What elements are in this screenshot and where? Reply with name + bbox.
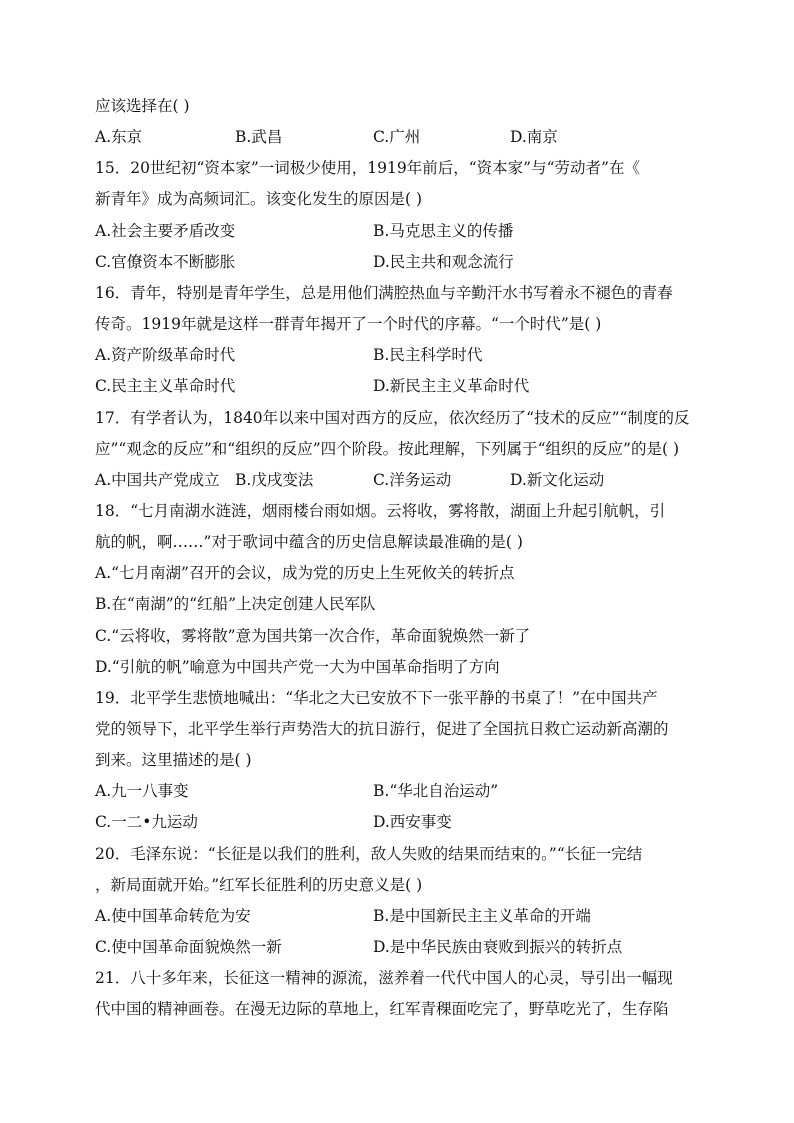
text-line: 到来。这里描述的是( ) [95,751,252,770]
text-line: B.在“南湖”的“红船”上决定创建人民军队 [95,595,376,614]
answer-option: C.使中国革命面貌焕然一新 [95,938,282,957]
option-row [95,776,705,807]
text-line: ，新局面就开始。”红军长征胜利的历史意义是( ) [95,875,423,894]
option-row [95,216,705,247]
answer-option: B.“华北自治运动” [373,782,499,801]
answer-option: C.广州 [373,128,421,147]
text-line: D.“引航的帆”喻意为中国共产党一大为中国革命指明了方向 [95,657,500,676]
option-row [95,932,705,963]
answer-option: C.洋务运动 [373,470,452,489]
text-line: 应”“观念的反应”和“组织的反应”四个阶段。按此理解，下列属于“组织的反应”的是( ) [95,439,679,458]
answer-option: B.戊戌变法 [235,470,314,489]
text-line: 20．毛泽东说：“长征是以我们的胜利，敌人失败的结果而结束的。”“长征一完结 [95,844,643,863]
text-line: 19．北平学生悲愤地喊出：“华北之大已安放不下一张平静的书桌了！”在中国共产 [95,688,658,707]
answer-option: D.新文化运动 [510,470,605,489]
answer-option: B.马克思主义的传播 [373,221,514,240]
text-line: 航的帆，啊……”对于歌词中蕴含的历史信息解读最准确的是( ) [95,533,523,552]
answer-option: C.民主主义革命时代 [95,377,236,396]
option-row [95,340,705,371]
answer-option: C.一二•九运动 [95,813,198,832]
answer-option: A.中国共产党成立 [95,470,220,489]
text-line: 传奇。1919年就是这样一群青年揭开了一个时代的序幕。“一个时代”是( ) [95,315,602,334]
answer-option: A.东京 [95,128,143,147]
option-row [95,247,705,278]
answer-option: B.武昌 [235,128,283,147]
answer-option: D.南京 [510,128,558,147]
answer-option: D.民主共和观念流行 [373,252,514,271]
text-line: 代中国的精神画卷。在漫无边际的草地上，红军青稞面吃完了，野草吃光了，生存陷 [95,1000,669,1019]
text-line: 15．20世纪初“资本家”一词极少使用，1919年前后，“资本家”与“劳动者”在《 [95,159,640,178]
answer-option: A.社会主要矛盾改变 [95,221,236,240]
option-row [95,901,705,932]
answer-option: B.是中国新民主主义革命的开端 [373,906,591,925]
option-row [95,122,705,153]
answer-option: A.九一八事变 [95,782,189,801]
text-line: 党的领导下，北平学生举行声势浩大的抗日游行，促进了全国抗日救亡运动新高潮的 [95,720,669,738]
answer-option: D.西安事变 [373,813,452,832]
answer-option: C.官僚资本不断膨胀 [95,252,236,271]
text-line: 新青年》成为高频词汇。该变化发生的原因是( ) [95,190,423,209]
answer-option: A.资产阶级革命时代 [95,346,236,365]
answer-option: D.新民主主义革命时代 [373,377,530,396]
text-line: 16．青年，特别是青年学生，总是用他们满腔热血与辛勤汗水书写着永不褪色的青春 [95,283,673,302]
text-line: A.“七月南湖”召开的会议，成为党的历史上生死攸关的转折点 [95,564,515,583]
answer-option: D.是中华民族由衰败到振兴的转折点 [373,938,623,957]
text-line: C.“云将收，雾将散”意为国共第一次合作，革命面貌焕然一新了 [95,626,531,645]
text-line: 18．“七月南湖水涟涟，烟雨楼台雨如烟。云将收，雾将散，湖面上升起引航帆，引 [95,501,666,520]
text-line: 21．八十多年来，长征这一精神的源流，滋养着一代代中国人的心灵，导引出一幅现 [95,969,673,988]
option-row [95,465,705,496]
option-row [95,807,705,838]
answer-option: A.使中国革命转危为安 [95,906,251,925]
answer-option: B.民主科学时代 [373,346,483,365]
text-line: 应该选择在( ) [95,97,190,115]
text-line: 17．有学者认为，1840年以来中国对西方的反应，依次经历了“技术的反应”“制度的反 [95,408,690,427]
option-row [95,371,705,402]
